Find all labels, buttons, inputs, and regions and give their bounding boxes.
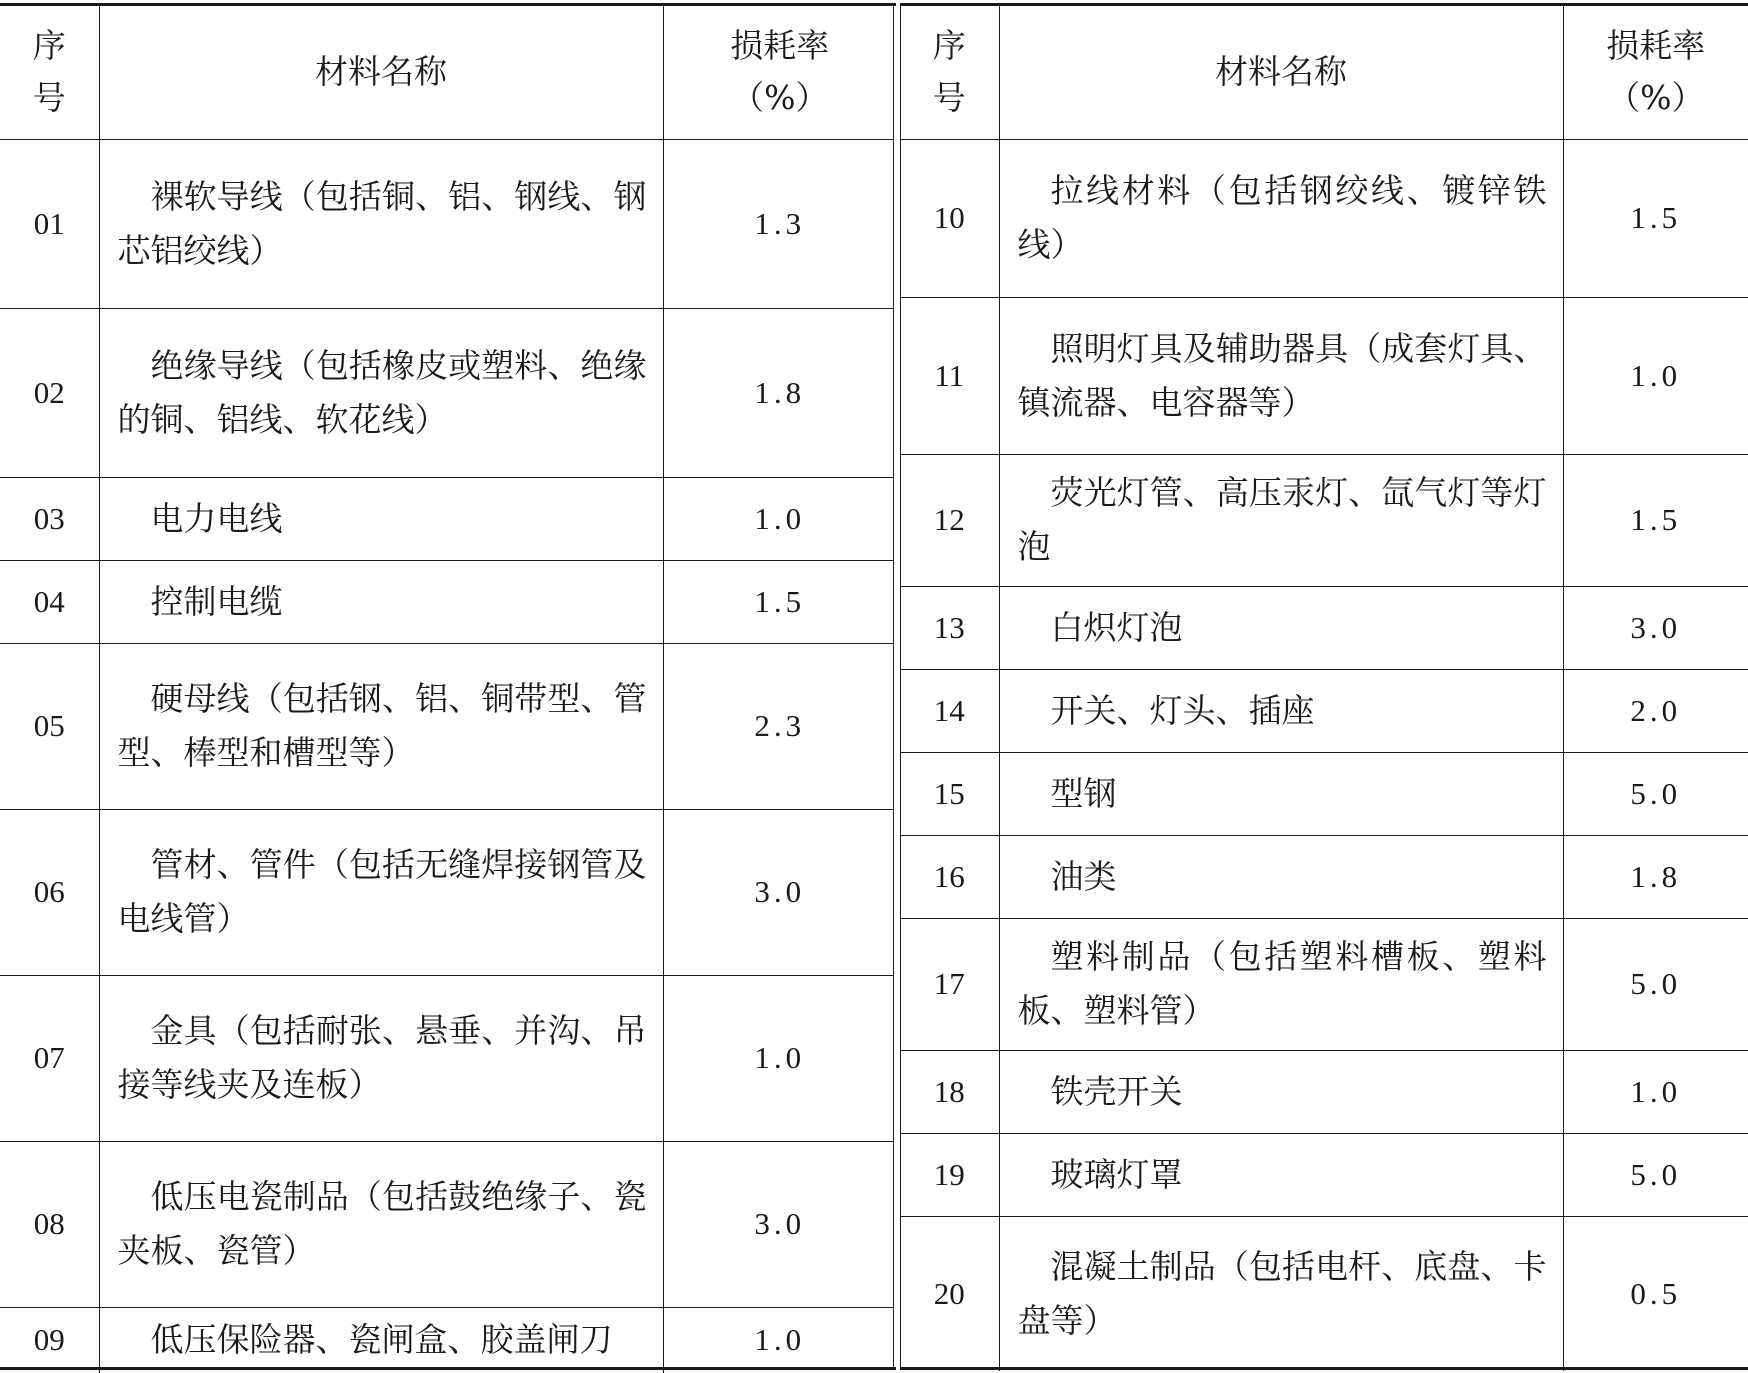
table-row [900,586,1748,669]
loss-rate: 1.0 [1563,297,1748,454]
header-row [900,6,1748,139]
header-serial-number: 序 号 [0,6,99,139]
material-name: 照明灯具及辅助器具（成套灯具、镇流器、电容器等） [999,297,1563,454]
material-name: 白炽灯泡 [999,586,1563,669]
table-row [0,477,896,560]
loss-rate: 5.0 [1563,918,1748,1050]
table-row [900,139,1748,297]
header-loss-rate: 损耗率 （%） [663,6,896,139]
serial-number: 11 [900,297,999,454]
loss-rate: 1.3 [663,139,896,308]
header-loss-rate: 损耗率 （%） [1563,6,1748,139]
header-material-name: 材料名称 [999,6,1563,139]
table-row [0,560,896,643]
table-row [900,835,1748,918]
serial-number: 12 [900,454,999,586]
header-serial-number: 序 号 [900,6,999,139]
table-row [0,1307,896,1373]
material-name: 型钢 [999,752,1563,835]
table-row [0,308,896,477]
loss-rate: 1.8 [1563,835,1748,918]
serial-number: 04 [0,560,99,643]
table-row [900,752,1748,835]
loss-rate: 3.0 [663,1141,896,1307]
material-name: 玻璃灯罩 [999,1133,1563,1216]
serial-number: 09 [0,1307,99,1373]
serial-number: 01 [0,139,99,308]
table-right-half [900,3,1748,1370]
table-row [900,918,1748,1050]
table-row [900,454,1748,586]
material-name: 荧光灯管、高压汞灯、氙气灯等灯泡 [999,454,1563,586]
table-row [900,1050,1748,1133]
loss-rate: 5.0 [1563,1133,1748,1216]
right-table [900,6,1748,1371]
serial-number: 15 [900,752,999,835]
table-row [0,643,896,809]
serial-number: 02 [0,308,99,477]
material-name: 拉线材料（包括钢绞线、镀锌铁线） [999,139,1563,297]
material-name: 低压电瓷制品（包括鼓绝缘子、瓷夹板、瓷管） [99,1141,663,1307]
serial-number: 20 [900,1216,999,1371]
serial-number: 18 [900,1050,999,1133]
left-table [0,6,896,1373]
material-name: 混凝土制品（包括电杆、底盘、卡盘等） [999,1216,1563,1371]
material-name: 低压保险器、瓷闸盒、胶盖闸刀 [99,1307,663,1373]
serial-number: 10 [900,139,999,297]
loss-rate: 1.5 [1563,139,1748,297]
loss-rate: 1.0 [663,975,896,1141]
material-name: 金具（包括耐张、悬垂、并沟、吊接等线夹及连板） [99,975,663,1141]
material-name: 塑料制品（包括塑料槽板、塑料板、塑料管） [999,918,1563,1050]
loss-rate: 3.0 [1563,586,1748,669]
material-name: 控制电缆 [99,560,663,643]
material-name: 裸软导线（包括铜、铝、钢线、钢芯铝绞线） [99,139,663,308]
header-row [0,6,896,139]
serial-number: 03 [0,477,99,560]
serial-number: 17 [900,918,999,1050]
table-row [900,669,1748,752]
table-row [900,297,1748,454]
material-name: 油类 [999,835,1563,918]
serial-number: 06 [0,809,99,975]
loss-rate: 0.5 [1563,1216,1748,1371]
loss-rate: 1.8 [663,308,896,477]
loss-rate: 1.5 [663,560,896,643]
material-name: 开关、灯头、插座 [999,669,1563,752]
serial-number: 08 [0,1141,99,1307]
loss-rate: 5.0 [1563,752,1748,835]
serial-number: 13 [900,586,999,669]
material-name: 管材、管件（包括无缝焊接钢管及电线管） [99,809,663,975]
material-name: 硬母线（包括钢、铝、铜带型、管型、棒型和槽型等） [99,643,663,809]
serial-number: 05 [0,643,99,809]
table-row [0,809,896,975]
material-name: 电力电线 [99,477,663,560]
serial-number: 16 [900,835,999,918]
material-name: 绝缘导线（包括橡皮或塑料、绝缘的铜、铝线、软花线） [99,308,663,477]
loss-rate: 1.0 [663,1307,896,1373]
loss-rate: 1.0 [663,477,896,560]
header-material-name: 材料名称 [99,6,663,139]
serial-number: 14 [900,669,999,752]
serial-number: 19 [900,1133,999,1216]
loss-rate: 3.0 [663,809,896,975]
table-row [0,139,896,308]
loss-rate: 2.0 [1563,669,1748,752]
table-row [900,1133,1748,1216]
table-row [900,1216,1748,1371]
table-row [0,975,896,1141]
loss-rate: 1.0 [1563,1050,1748,1133]
loss-rate: 1.5 [1563,454,1748,586]
table-row [0,1141,896,1307]
material-name: 铁壳开关 [999,1050,1563,1133]
loss-rate: 2.3 [663,643,896,809]
serial-number: 07 [0,975,99,1141]
table-left-half [0,3,896,1370]
